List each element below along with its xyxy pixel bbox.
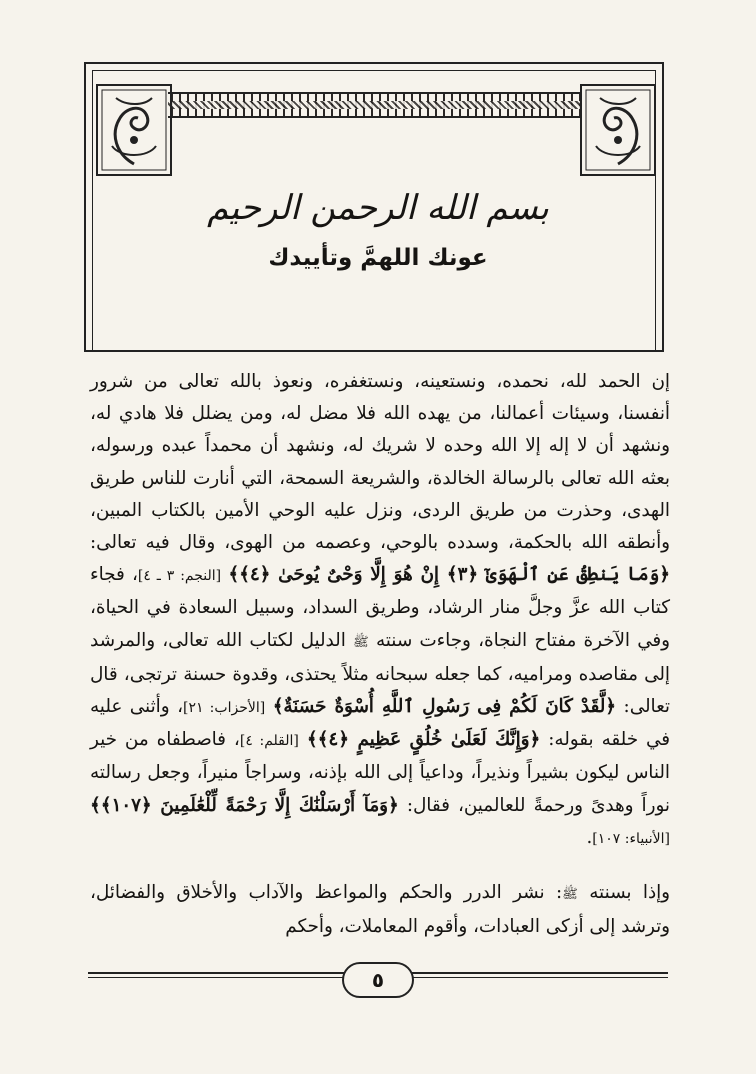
body-text <box>90 366 670 943</box>
quran-verse: ﴿لَّقَدْ كَانَ لَكُمْ فِى رَسُولِ ٱللَّهِ أُسْوَةٌ حَسَنَةٌ﴾ <box>272 696 617 718</box>
quran-verse: ﴿وَمَا يَنطِقُ عَنِ ٱلْهَوَىٰٓ ﴿٣﴾ إِنْ هُوَ إِلَّا وَحْىٌ يُوحَىٰ ﴿٤﴾﴾ <box>228 564 670 586</box>
honorific-symbol: ﷺ <box>353 634 369 650</box>
paragraph <box>90 366 670 855</box>
text-run: ، فجاء كتاب الله عزَّ وجلَّ منار الرشاد، وطريق السداد، وسبيل السعادة في الحياة، وفي الآخرة مفتاح النجاة، وجاءت سنته <box>90 564 671 651</box>
verse-reference: [النجم: ٣ ـ ٤] <box>137 568 222 585</box>
text-run: الدليل لكتاب الله تعالى، والمرشد إلى مقاصده ومراميه، كما جعله سبحانه مثلاً يحتذى، وقدوة حسنة ترتجى، قال تعالى: <box>90 629 670 718</box>
paragraph <box>90 877 670 943</box>
verse-reference: [الأنبياء: ١٠٧] <box>592 830 670 847</box>
corner-ornament-icon <box>96 84 172 176</box>
ornamental-band <box>168 92 580 118</box>
corner-ornament-icon <box>580 84 656 176</box>
honorific-symbol: ﷺ <box>562 887 578 903</box>
verse-reference: [القلم: ٤] <box>239 733 299 750</box>
text-run: إن الحمد لله، نحمده، ونستعينه، ونستغفره، ونعوذ بالله تعالى من شرور أنفسنا، وسيئات أعمالنا، من يهده الله فلا مضل له، ومن يضلل فلا هادي له، ونشهد أن لا إله إلا الله وحده لا شريك له، ونشهد أن محمداً عبده ورسوله، بعثه الله تعالى بالرسالة الخالدة، والشريعة السمحة، التي أنارت للناس طريق الهدى، وحذرت من طريق الردى، ونزل عليه الوحي الأمين بالكتاب المبين، وأنطقه الله بالحكمة، وسدده بالوحي، وعصمه من الهوى، وقال فيه تعالى: <box>90 371 670 554</box>
verse-reference: [الأحزاب: ٢١] <box>183 700 266 717</box>
text-run: : نشر الدرر والحكم والمواعظ والآداب والأخلاق والفضائل، وترشد إلى أزكى العبادات، وأقوم المعاملات، وأحكم <box>90 882 670 938</box>
text-run: ، فاصطفاه من خير الناس ليكون بشيراً ونذيراً، وداعياً إلى الله بإذنه، وسراجاً منيراً، وجعل رسالته نوراً وهدىً ورحمةً للعالمين، فقال: <box>90 729 671 816</box>
text-run: ، وأثنى عليه في خلقه بقوله: <box>90 696 671 751</box>
page-title: عونك اللهمَّ وتأييدك <box>268 245 488 271</box>
quran-verse: ﴿وَإِنَّكَ لَعَلَىٰ خُلُقٍ عَظِيمٍ ﴿٤﴾﴾ <box>306 729 541 751</box>
text-run: . <box>586 826 593 848</box>
text-run: وإذا بسنته <box>589 882 670 904</box>
page-number: ٥ <box>342 962 414 998</box>
basmala-calligraphy: بسم الله الرحمن الرحيم <box>207 188 549 228</box>
quran-verse: ﴿وَمَآ أَرْسَلْنَٰكَ إِلَّا رَحْمَةً لِّلْعَٰلَمِينَ ﴿١٠٧﴾﴾ <box>90 794 399 816</box>
